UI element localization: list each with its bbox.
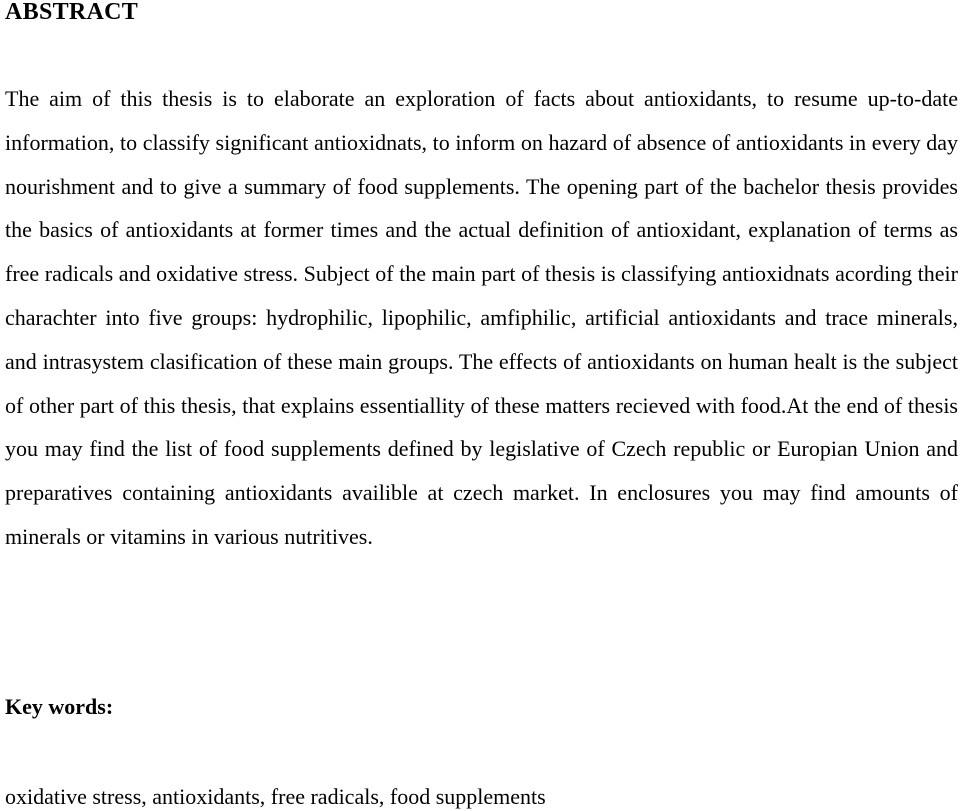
abstract-paragraph: The aim of this thesis is to elaborate an exploration of facts about antioxidants, to resume up-to-date information, to classify significant antioxidnats, to inform on hazard of absence of antioxidants in every day nourishment and to give a summary of food supplements. The opening part of the bachelor thesis provides the basics of antioxidants at former times and the actual definition of antioxidant, explanation of terms as free radicals and oxidative stress. Subject of the main part of thesis is classifying antioxidnats acording their charachter into five groups: hydrophilic, lipophilic, amfiphilic, artificial antioxidants and trace minerals, and intrasystem clasification of these main groups. The effects of antioxidants on human healt is the subject of other part of this thesis, that explains essentiallity of these matters recieved with food.At the end of thesis you may find the list of food supplements defined by legislative of Czech republic or Europian Union and preparatives containing antioxidants availible at czech market. In enclosures you may find amounts of minerals or vitamins in various nutritives. (5, 86, 958, 549)
keywords-heading: Key words: (5, 694, 114, 719)
abstract-heading: ABSTRACT (5, 0, 139, 25)
keywords-list: oxidative stress, antioxidants, free radicals, food supplements (5, 784, 546, 809)
